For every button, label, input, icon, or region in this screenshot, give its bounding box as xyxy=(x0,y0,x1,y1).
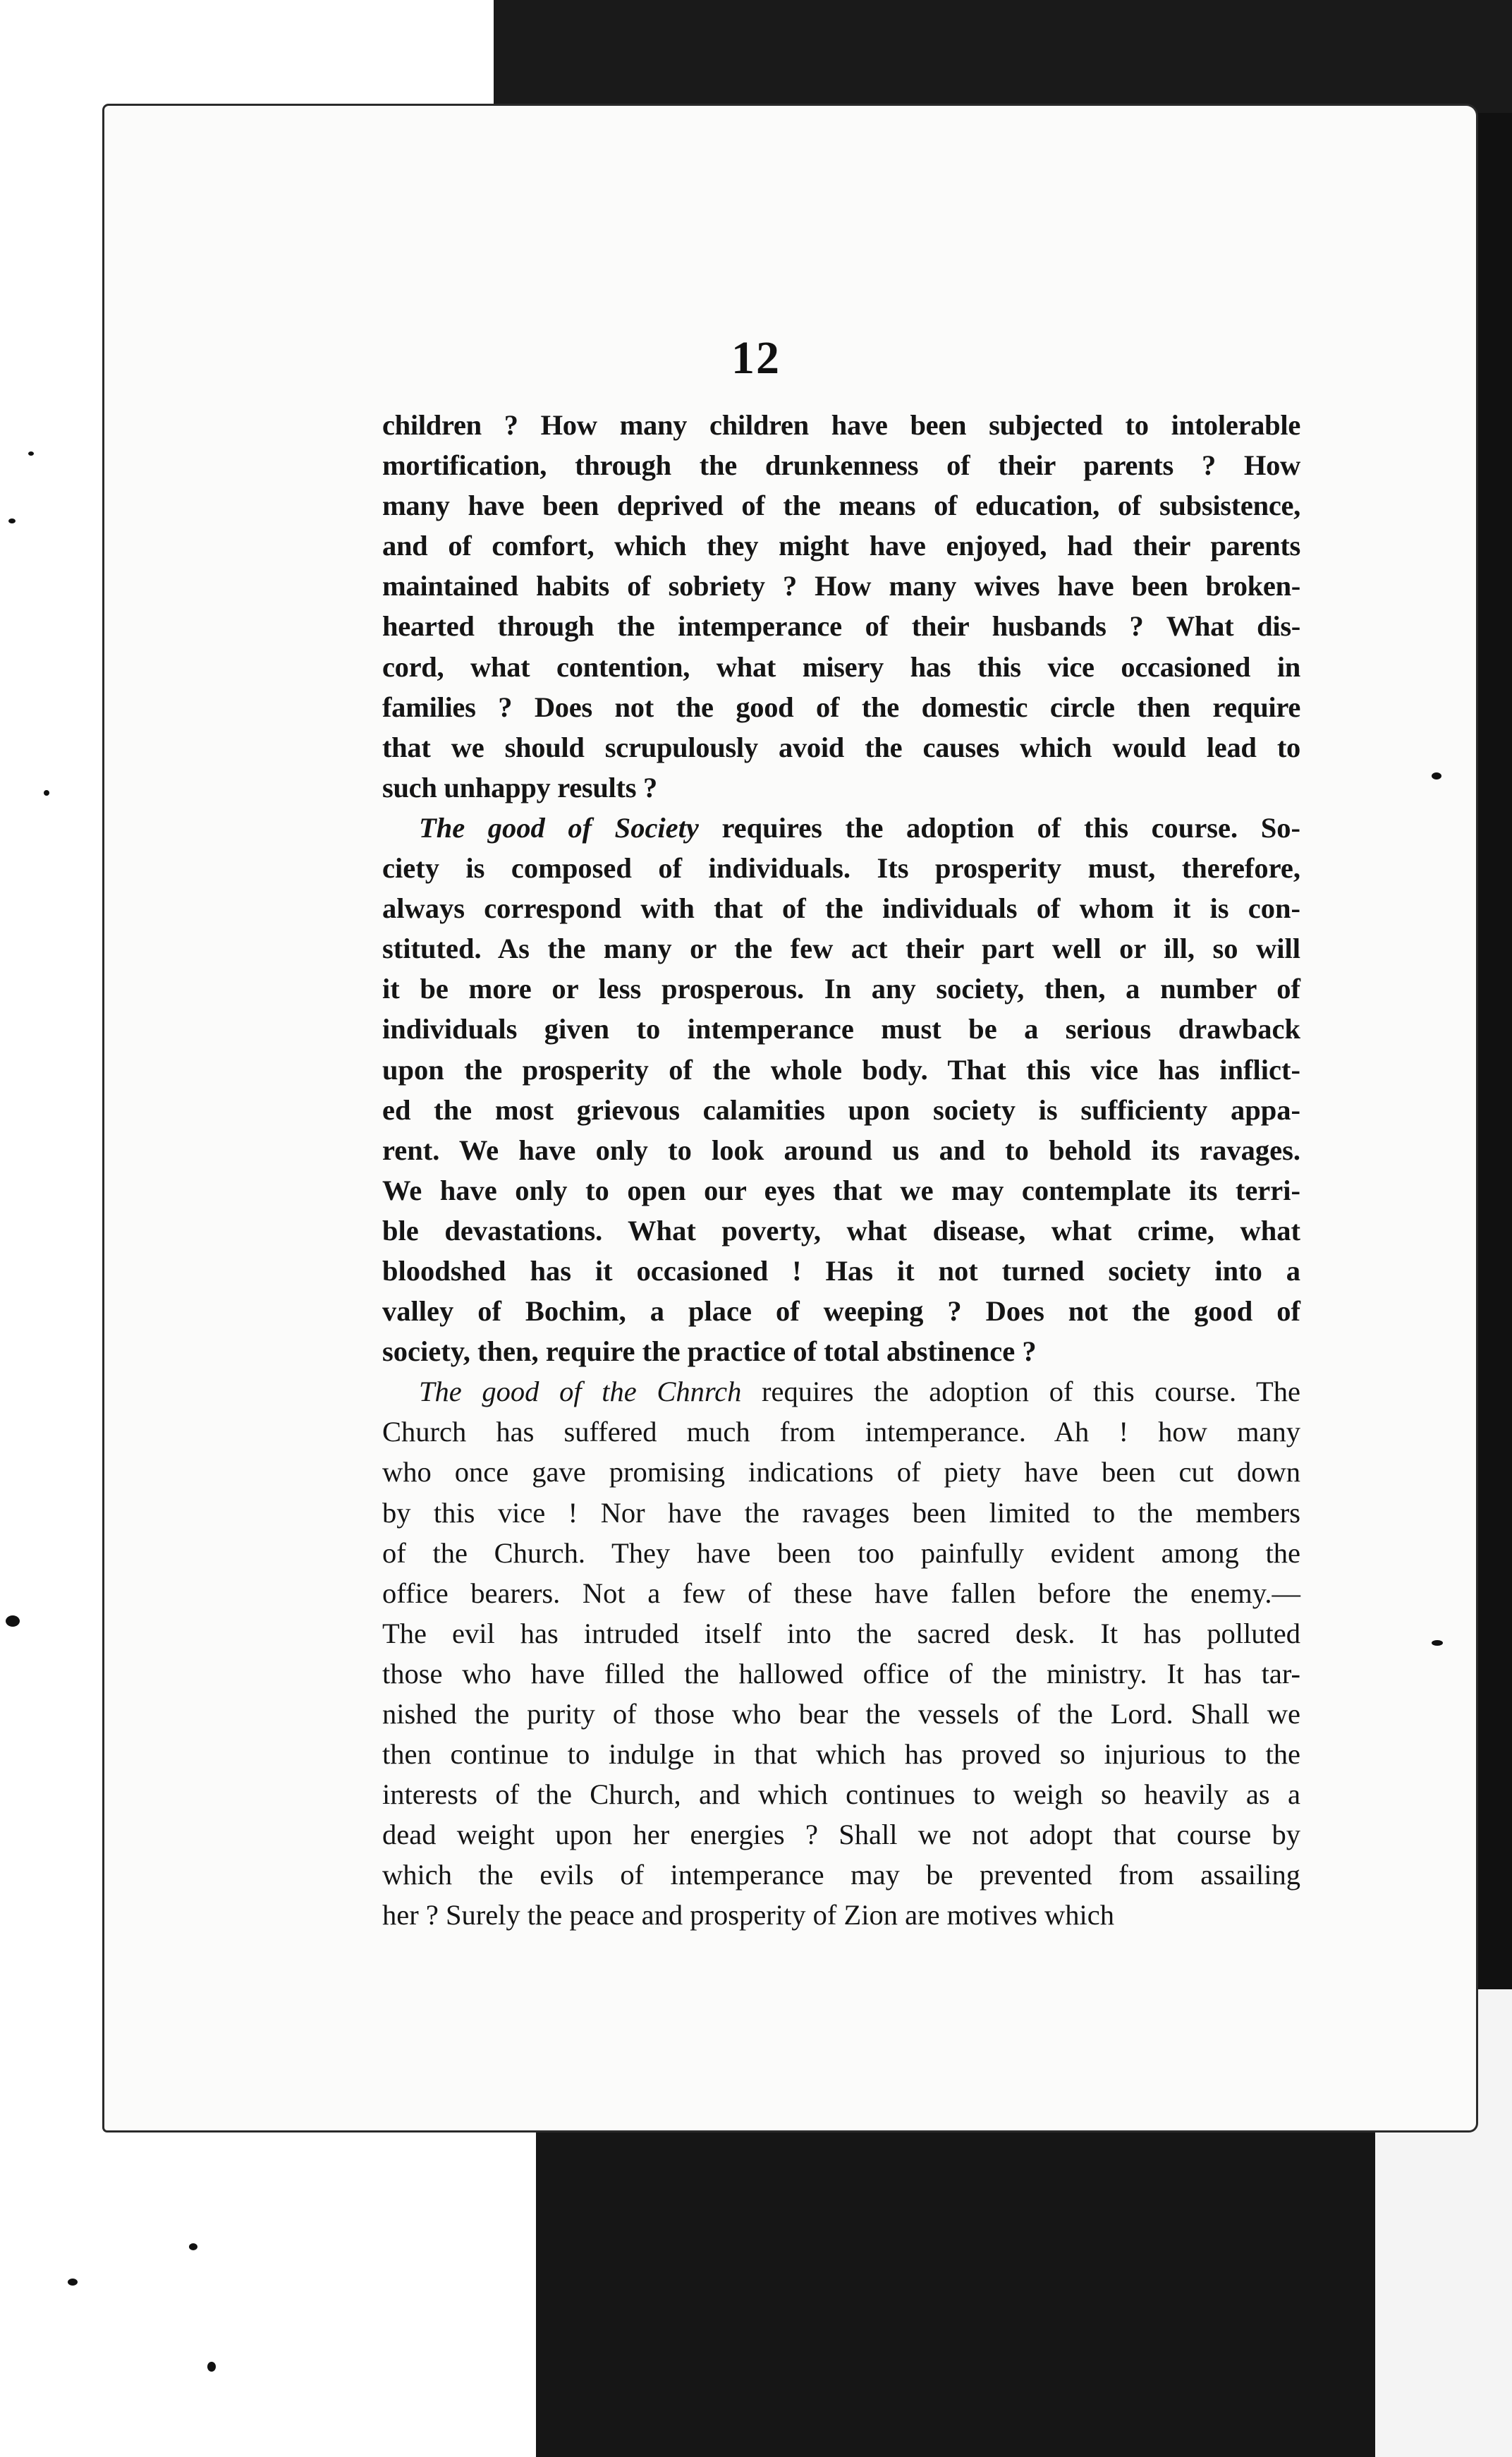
text-line xyxy=(382,687,1300,727)
text-line xyxy=(382,566,1300,606)
text-line xyxy=(382,1774,1300,1814)
text-line xyxy=(382,1452,1300,1492)
text-line xyxy=(382,1895,1300,1935)
paragraph-p3 xyxy=(382,1371,1300,1935)
text-line xyxy=(382,1613,1300,1654)
text-run: rent. We have only to look around us and to behold its ravages. xyxy=(382,1134,1300,1166)
text-run: who once gave promising indications of piety have been cut down xyxy=(382,1456,1300,1488)
text-run: children ? How many children have been subjected to intolerable xyxy=(382,409,1300,441)
text-line xyxy=(382,848,1300,888)
text-line xyxy=(382,888,1300,928)
text-line xyxy=(382,1331,1300,1371)
text-line xyxy=(382,1170,1300,1211)
text-line xyxy=(382,1654,1300,1694)
text-line xyxy=(382,928,1300,969)
text-run: of the Church. They have been too painfully evident among the xyxy=(382,1536,1300,1569)
text-run: by this vice ! Nor have the ravages been limited to the members xyxy=(382,1496,1300,1529)
scanner-shadow-bottom xyxy=(536,2116,1396,2457)
text-line xyxy=(382,1050,1300,1090)
text-run: which the evils of intemperance may be prevented from assailing xyxy=(382,1859,1300,1891)
text-run: her ? Surely the peace and prosperity of Zion are motives which xyxy=(382,1899,1115,1931)
text-run: ciety is composed of individuals. Its prosperity must, therefore, xyxy=(382,852,1300,885)
text-run: always correspond with that of the individuals of whom it is con- xyxy=(382,892,1300,925)
text-line xyxy=(382,1009,1300,1049)
text-line xyxy=(382,1251,1300,1291)
italic-heading: The good of the Chnrch xyxy=(419,1376,742,1408)
italic-heading: The good of Society xyxy=(419,811,699,844)
text-line xyxy=(382,727,1300,768)
body-text xyxy=(382,405,1300,1936)
scan-speck xyxy=(207,2362,216,2372)
text-run: maintained habits of sobriety ? How many wives have been broken- xyxy=(382,570,1300,602)
text-run: ed the most grievous calamities upon society is sufficienty appa- xyxy=(382,1093,1300,1126)
text-run: requires the adoption of this course. So- xyxy=(698,811,1300,844)
text-line xyxy=(382,1814,1300,1855)
paragraph-p1 xyxy=(382,405,1300,808)
text-line xyxy=(382,1533,1300,1573)
text-run: dead weight upon her energies ? Shall we not adopt that course by xyxy=(382,1819,1300,1851)
text-run: society, then, require the practice of total abstinence ? xyxy=(382,1335,1037,1368)
text-run: nished the purity of those who bear the vessels of the Lord. Shall we xyxy=(382,1698,1300,1730)
text-run: hearted through the intemperance of their husbands ? What dis- xyxy=(382,610,1300,643)
text-line xyxy=(382,1291,1300,1331)
scan-speck xyxy=(6,1615,20,1627)
scanner-shadow-top xyxy=(494,0,1512,113)
text-run: ble devastations. What poverty, what disease, what crime, what xyxy=(382,1214,1300,1246)
scan-speck xyxy=(68,2279,78,2286)
paragraph-p2 xyxy=(382,808,1300,1371)
text-line xyxy=(382,808,1300,848)
text-run: that we should scrupulously avoid the causes which would lead to xyxy=(382,731,1300,763)
text-run: We have only to open our eyes that we may contemplate its terri- xyxy=(382,1174,1300,1206)
text-line xyxy=(382,969,1300,1009)
scan-speck xyxy=(44,790,49,796)
text-run: then continue to indulge in that which has proved so injurious to the xyxy=(382,1738,1300,1771)
text-line xyxy=(382,1130,1300,1170)
text-line xyxy=(382,1090,1300,1130)
text-line xyxy=(382,1573,1300,1613)
text-run: it be more or less prosperous. In any society, then, a number of xyxy=(382,973,1300,1005)
text-run: Church has suffered much from intemperance. Ah ! how many xyxy=(382,1416,1300,1448)
text-run: those who have filled the hallowed office of the ministry. It has tar- xyxy=(382,1657,1300,1689)
scan-speck xyxy=(189,2243,197,2250)
text-run: upon the prosperity of the whole body. That this vice has inflict- xyxy=(382,1053,1300,1086)
text-run: interests of the Church, and which continues to weigh so heavily as a xyxy=(382,1778,1300,1811)
scan-speck xyxy=(8,518,16,523)
text-line xyxy=(382,1694,1300,1734)
text-line xyxy=(382,526,1300,566)
text-run: mortification, through the drunkenness of their parents ? How xyxy=(382,449,1300,482)
scan-speck xyxy=(28,451,34,456)
scan-speck xyxy=(1432,772,1441,779)
text-line xyxy=(382,1493,1300,1533)
scan-speck xyxy=(1432,1640,1443,1646)
text-run: individuals given to intemperance must be a serious drawback xyxy=(382,1013,1300,1045)
text-line xyxy=(382,485,1300,526)
text-line xyxy=(382,1211,1300,1251)
text-run: The evil has intruded itself into the sacred desk. It has polluted xyxy=(382,1617,1300,1649)
text-run: stituted. As the many or the few act their part well or ill, so will xyxy=(382,933,1300,965)
text-line xyxy=(382,647,1300,687)
text-run: such unhappy results ? xyxy=(382,771,657,803)
text-line xyxy=(382,1412,1300,1452)
text-run: valley of Bochim, a place of weeping ? Does not the good of xyxy=(382,1295,1300,1328)
text-line xyxy=(382,1734,1300,1774)
text-run: and of comfort, which they might have enjoyed, had their parents xyxy=(382,530,1300,562)
text-run: families ? Does not the good of the domestic circle then require xyxy=(382,691,1300,723)
text-line xyxy=(382,445,1300,485)
text-line xyxy=(382,606,1300,646)
text-run: office bearers. Not a few of these have fallen before the enemy.— xyxy=(382,1577,1300,1609)
text-run: bloodshed has it occasioned ! Has it not turned society into a xyxy=(382,1254,1300,1287)
text-run: requires the adoption of this course. The xyxy=(741,1376,1300,1408)
text-line xyxy=(382,405,1300,445)
page-number: 12 xyxy=(731,332,781,384)
text-run: cord, what contention, what misery has this vice occasioned in xyxy=(382,650,1300,683)
text-line xyxy=(382,1855,1300,1895)
text-line xyxy=(382,1371,1300,1412)
text-line xyxy=(382,768,1300,808)
text-run: many have been deprived of the means of education, of subsistence, xyxy=(382,490,1300,522)
